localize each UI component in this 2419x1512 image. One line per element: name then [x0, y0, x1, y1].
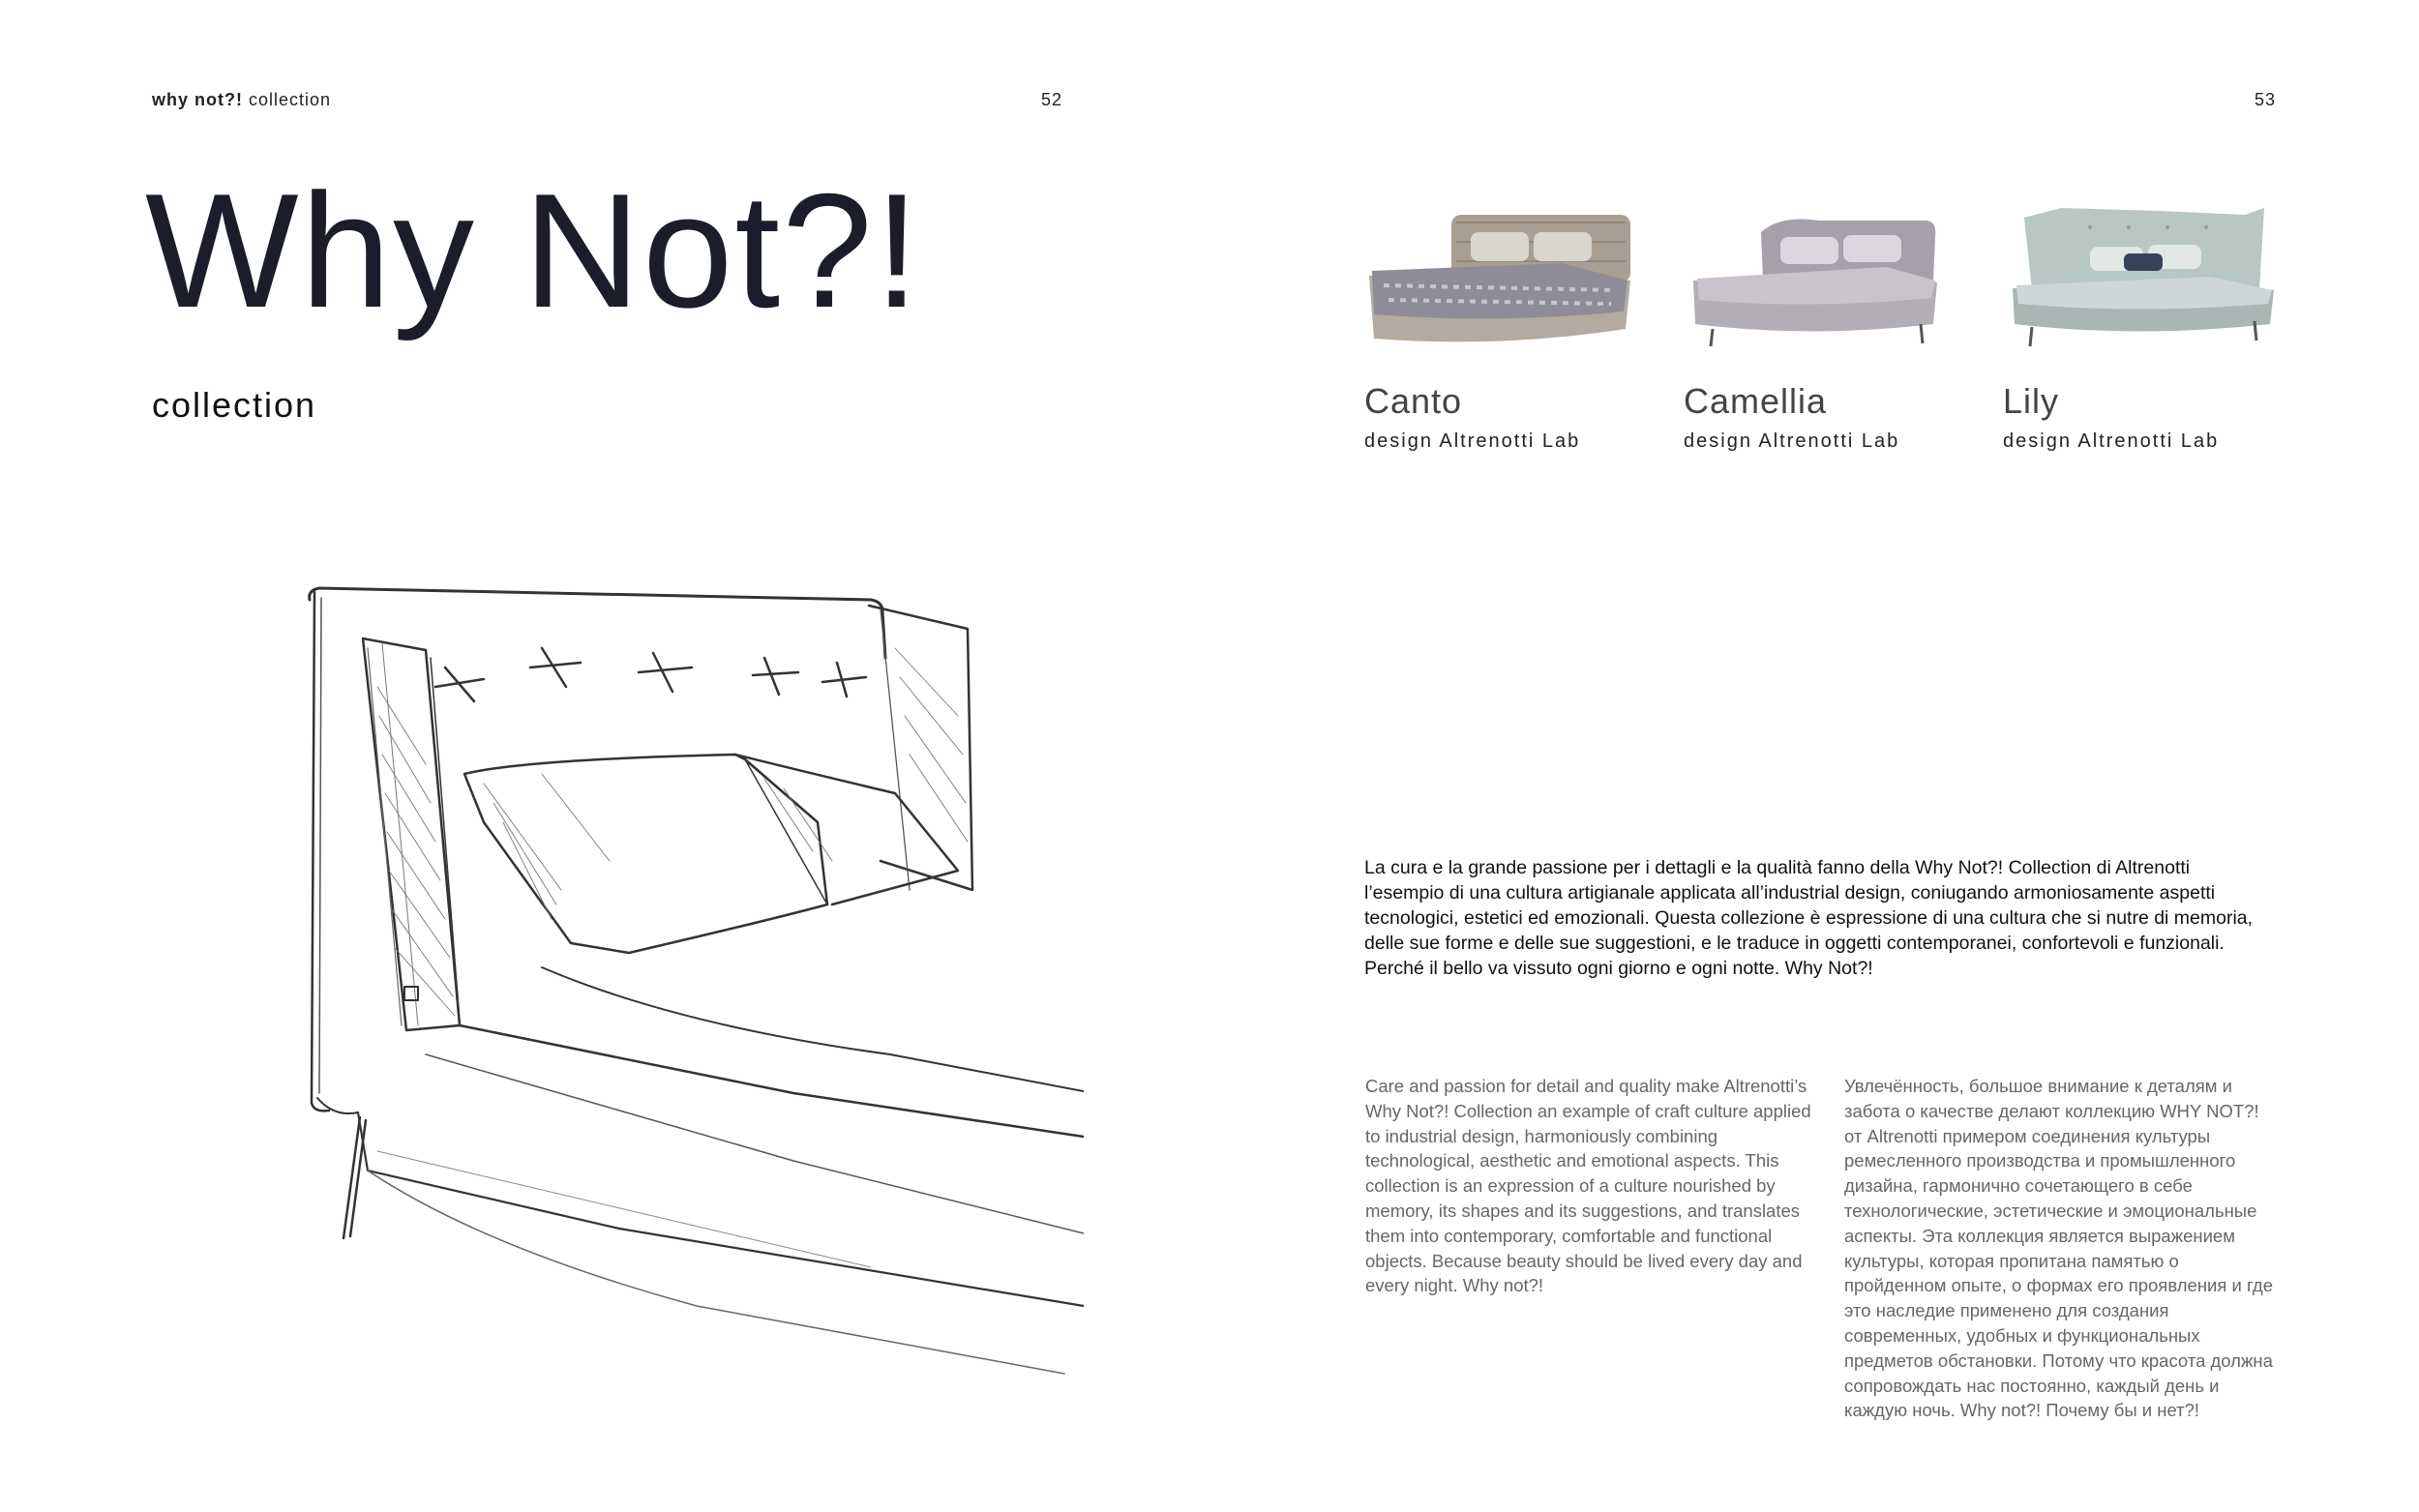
header-brand: why not?!: [152, 90, 243, 109]
product-name: Camellia: [1684, 381, 1828, 421]
product-camellia[interactable]: [1684, 203, 1974, 453]
camellia-bed-image: [1684, 203, 1964, 348]
product-designer: design Altrenotti Lab: [1364, 430, 1581, 452]
english-description: [1365, 1074, 1815, 1298]
canto-bed-image: [1364, 203, 1645, 348]
russian-paragraph: Увлечённость, большое внимание к деталям и забота о качестве делают коллекцию WHY NOT?! от Altrenotti примером соединения культуры ремесленного производства и промышленного дизайна, гармонично сочетающего в себе технологические, эстетические и эмоциональные аспекты. Эта коллекция является выражением культуры, которая пропитана памятью о пройденном опыте, о формах его проявления и где это наследие применено для создания современных, удобных и функциональных предметов обстановки. Потому что красота должна сопровождать нас постоянно, каждый день и каждую ночь. Why not?! Почему бы и нет?!: [1844, 1076, 2273, 1421]
product-lily[interactable]: [2003, 203, 2293, 453]
page-subtitle: collection: [152, 385, 317, 425]
product-canto[interactable]: [1364, 203, 1655, 453]
bed-sketch-illustration: [290, 571, 1084, 1393]
page-number-left: 52: [1041, 90, 1063, 109]
page-title: Why Not?!: [145, 160, 922, 341]
running-header: [152, 90, 331, 110]
russian-description: [1844, 1074, 2280, 1423]
english-paragraph: Care and passion for detail and quality make Altrenotti’s Why Not?! Collection an example of craft culture applied to industrial design, harmoniously combining technological, aesthetic and emotional aspects. This collection is an expression of a culture nourished by memory, its shapes and its suggestions, and translates them into contemporary, comfortable and functional objects. Because beauty should be lived every day and every night. Why not?!: [1365, 1076, 1811, 1296]
header-section: collection: [249, 90, 332, 109]
product-designer: design Altrenotti Lab: [2003, 430, 2220, 452]
italian-paragraph: La cura e la grande passione per i dettagli e la qualità fanno della Why Not?! Collection di Altrenotti l’esempio di una cultura artigianale applicata all’industrial design, coniugando armoniosamente aspetti tecnologici, estetici ed emozionali. Questa collezione è espressione di una cultura che si nutre di memoria, delle sue forme e delle sue suggestioni, e le traduce in oggetti contemporanei, confortevoli e funzionali. Perché il bello va vissuto ogni giorno e ogni notte. Why Not?!: [1364, 857, 2254, 979]
lily-bed-image: [2003, 203, 2284, 348]
product-name: Lily: [2003, 381, 2060, 421]
product-designer: design Altrenotti Lab: [1684, 430, 1900, 452]
product-name: Canto: [1364, 381, 1463, 421]
italian-description: [1364, 855, 2274, 981]
page-number-right: 53: [2255, 90, 2277, 109]
